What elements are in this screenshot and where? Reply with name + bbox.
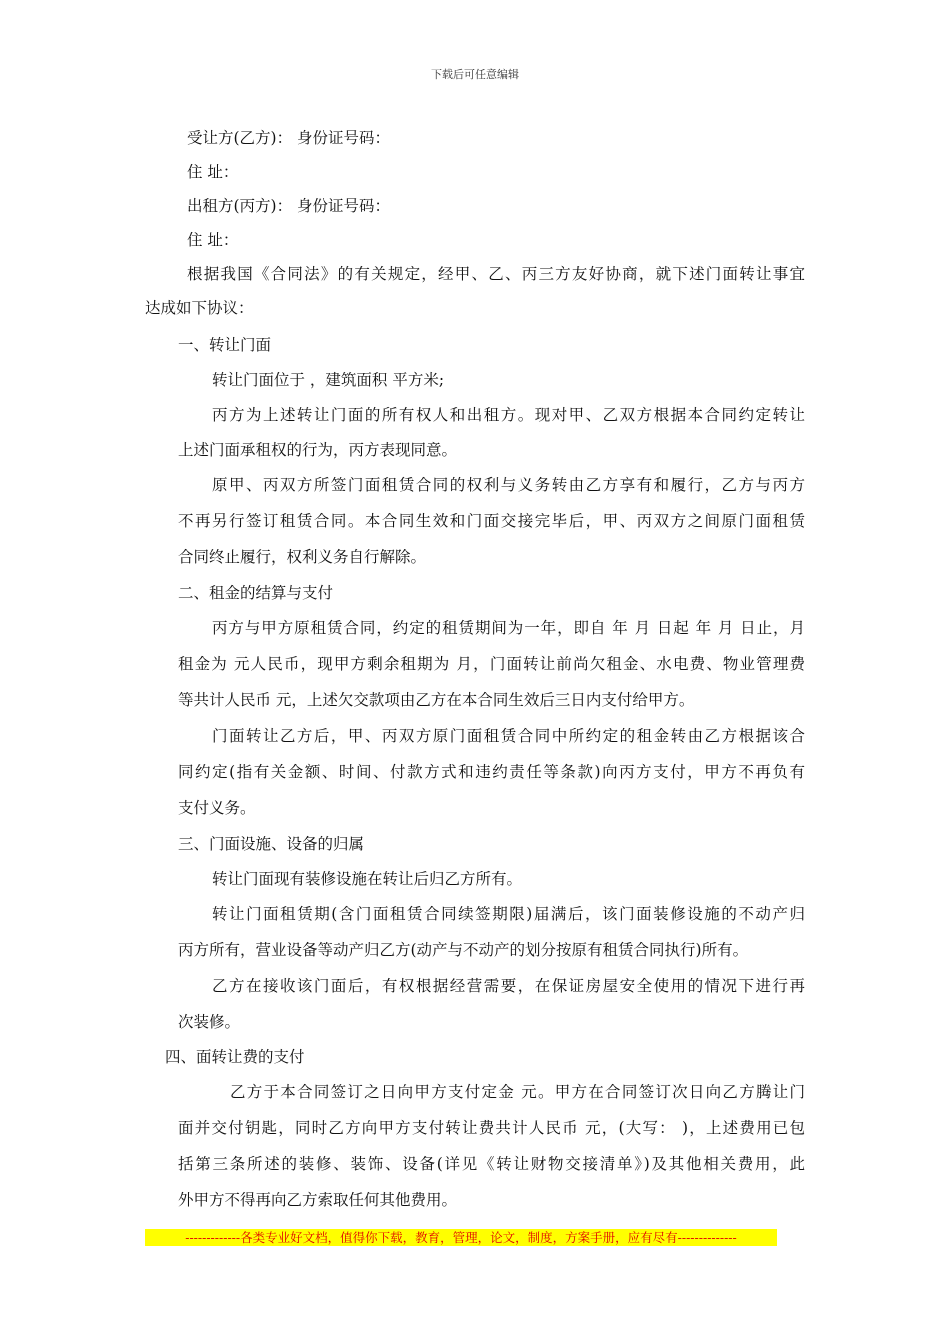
section-4-line-4: 外甲方不得再向乙方索取任何其他费用。 — [178, 1191, 458, 1209]
section-2-line-2: 租金为 元人民币，现甲方剩余租期为 月，门面转让前尚欠租金、水电费、物业管理费 — [178, 655, 805, 673]
party-c-address: 住 址： — [187, 231, 239, 249]
section-3-line-2: 转让门面租赁期(含门面租赁合同续签期限)届满后，该门面装修设施的不动产归 — [212, 905, 805, 923]
section-3-line-4: 乙方在接收该门面后，有权根据经营需要，在保证房屋安全使用的情况下进行再 — [212, 977, 805, 995]
section-2-heading: 二、租金的结算与支付 — [178, 584, 334, 602]
section-1-line-1: 转让门面位于 ，建筑面积 平方米; — [212, 371, 445, 389]
party-b-line: 受让方(乙方)： 身份证号码： — [187, 129, 391, 147]
section-1-heading: 一、转让门面 — [178, 336, 272, 354]
party-b-address: 住 址： — [187, 163, 239, 181]
section-4-line-3: 括第三条所述的装修、装饰、设备(详见《转让财物交接清单》)及其他相关费用，此 — [178, 1155, 805, 1173]
section-1-line-5: 不再另行签订租赁合同。本合同生效和门面交接完毕后，甲、丙双方之间原门面租赁 — [178, 512, 805, 530]
preamble-line-1: 根据我国《合同法》的有关规定，经甲、乙、丙三方友好协商，就下述门面转让事宜 — [187, 265, 805, 283]
section-1-line-4: 原甲、丙双方所签门面租赁合同的权利与义务转由乙方享有和履行，乙方与丙方 — [212, 476, 805, 494]
party-c-line: 出租方(丙方)： 身份证号码： — [187, 197, 391, 215]
section-3-line-1: 转让门面现有装修设施在转让后归乙方所有。 — [212, 870, 523, 888]
section-4-heading: 四、面转让费的支付 — [165, 1048, 305, 1066]
section-3-heading: 三、门面设施、设备的归属 — [178, 835, 365, 853]
section-2-line-5: 同约定(指有关金额、时间、付款方式和违约责任等条款)向丙方支付，甲方不再负有 — [178, 763, 805, 781]
section-3-line-5: 次装修。 — [178, 1013, 241, 1031]
section-2-line-3: 等共计人民币 元，上述欠交款项由乙方在本合同生效后三日内支付给甲方。 — [178, 691, 695, 709]
section-2-line-6: 支付义务。 — [178, 799, 256, 817]
section-2-line-4: 门面转让乙方后，甲、丙双方原门面租赁合同中所约定的租金转由乙方根据该合 — [212, 727, 805, 745]
section-1-line-6: 合同终止履行，权利义务自行解除。 — [178, 548, 427, 566]
page-header: 下载后可任意编辑 — [431, 68, 519, 81]
section-2-line-1: 丙方与甲方原租赁合同，约定的租赁期间为一年，即自 年 月 日起 年 月 日止，月 — [212, 619, 805, 637]
section-1-line-2: 丙方为上述转让门面的所有权人和出租方。现对甲、乙双方根据本合同约定转让 — [212, 406, 805, 424]
section-1-line-3: 上述门面承租权的行为，丙方表现同意。 — [178, 441, 458, 459]
section-4-line-2: 面并交付钥匙，同时乙方向甲方支付转让费共计人民币 元，(大写： )，上述费用已包 — [178, 1119, 805, 1137]
section-3-line-3: 丙方所有，营业设备等动产归乙方(动产与不动产的划分按原有租赁合同执行)所有。 — [178, 941, 749, 959]
section-4-line-1: 乙方于本合同签订之日向甲方支付定金 元。甲方在合同签订次日向乙方腾让门 — [230, 1083, 805, 1101]
preamble-line-2: 达成如下协议： — [145, 299, 254, 317]
footer-banner: -------------各类专业好文档，值得你下载，教育，管理，论文，制度，方案手册，应有尽有-------------- — [145, 1229, 777, 1246]
